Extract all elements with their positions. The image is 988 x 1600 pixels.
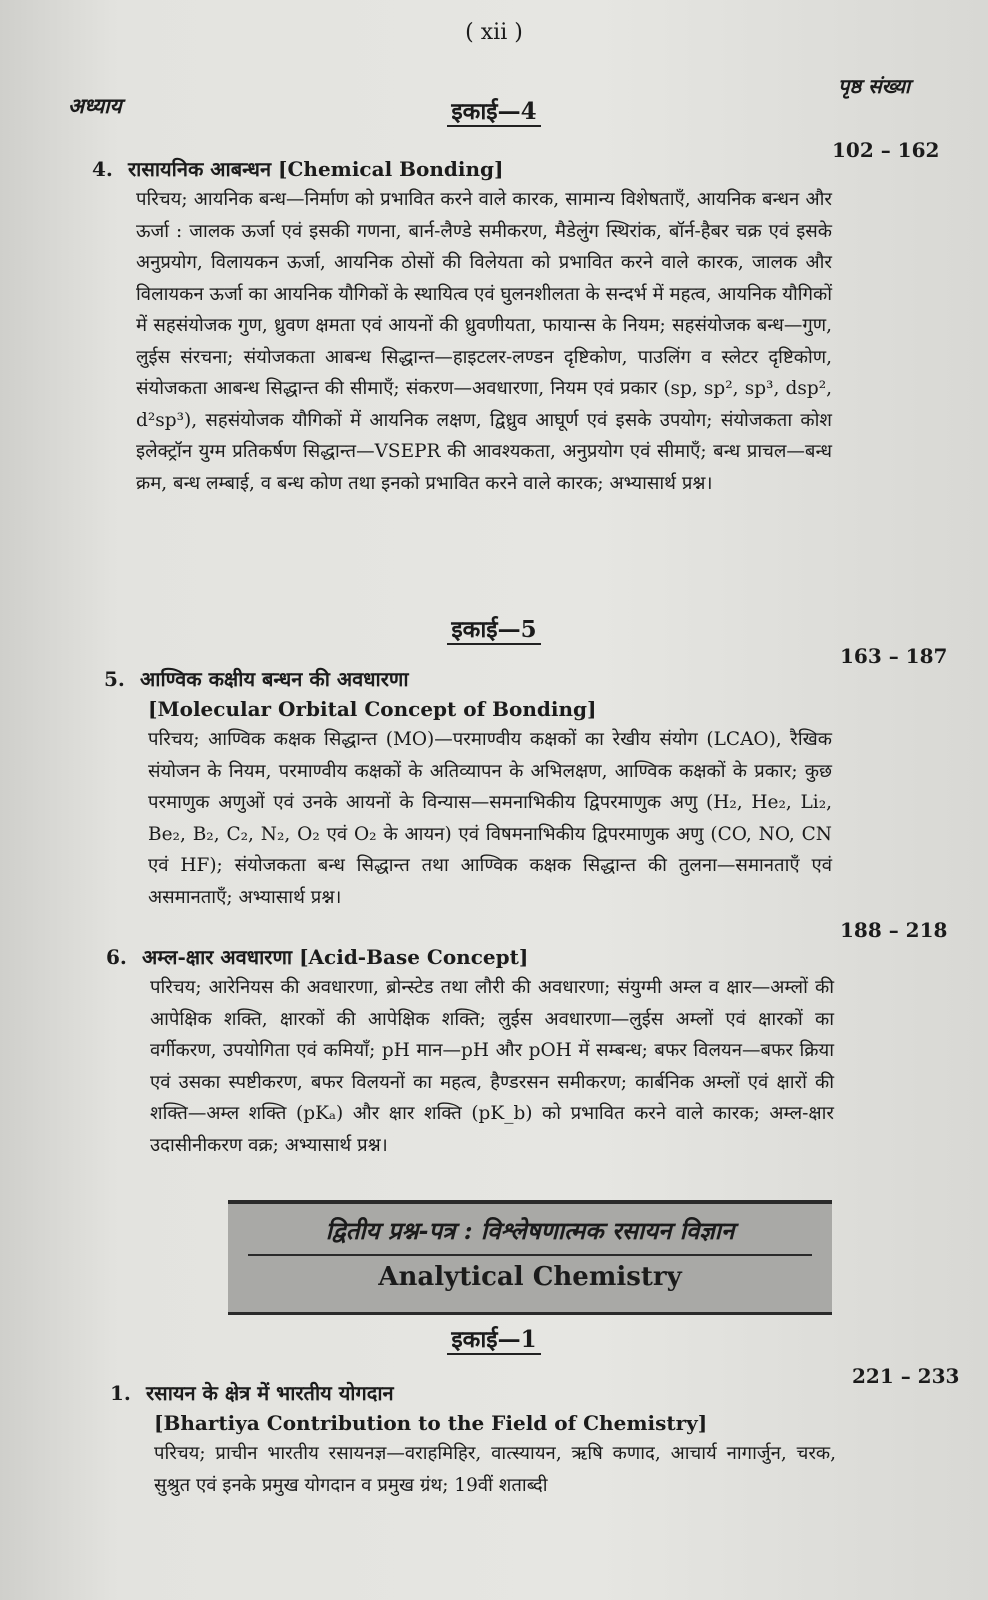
page-range-ch6: 188 – 218 (840, 918, 948, 942)
page-range-paper2-ch1: 221 – 233 (852, 1364, 960, 1388)
chapter-title-text: अम्ल-क्षार अवधारणा [Acid-Base Concept] (142, 945, 529, 969)
unit-heading-4: इकाई—4 (0, 94, 988, 126)
page-range-ch5: 163 – 187 (840, 644, 948, 668)
unit-heading-5: इकाई—5 (0, 612, 988, 644)
chapter-description: परिचय; आयनिक बन्ध—निर्माण को प्रभावित करने वाले कारक, सामान्य विशेषताएँ, आयनिक बन्धन और ऊर्जा : जालक ऊर्जा एवं इसकी गणना, बार्न-लैण्डे समीकरण, मैडेलुंग स्थिरांक, बॉर्न-हैबर चक्र एवं इसके अनुप्रयोग, विलायकन ऊर्जा, आयनिक ठोसों की विलेयता को प्रभावित करने वाले कारक, जालक और विलायकन ऊर्जा का आयनिक यौगिकों के स्थायित्व एवं घुलनशीलता के सन्दर्भ में महत्व, आयनिक यौगिकों में सहसंयोजक गुण, ध्रुवण क्षमता एवं आयनों की ध्रुवणीयता, फायान्स के नियम; सहसंयोजक बन्ध—गुण, लुईस संरचना; संयोजकता आबन्ध सिद्धान्त—हाइटलर-लण्डन दृष्टिकोण, पाउलिंग व स्लेटर दृष्टिकोण, संयोजकता आबन्ध सिद्धान्त की सीमाएँ; संकरण—अवधारणा, नियम एवं प्रकार (sp, sp², sp³, dsp², d²sp³), सहसंयोजक यौगिकों में आयनिक लक्षण, द्विध्रुव आघूर्ण एवं इसके उपयोग; संयोजकता कोश इलेक्ट्रॉन युग्म प्रतिकर्षण सिद्धान्त—VSEPR की आवश्यकता, अनुप्रयोग एवं सीमाएँ; बन्ध प्राचल—बन्ध क्रम, बन्ध लम्बाई, व बन्ध कोण तथा इनको प्रभावित करने वाले कारक; अभ्यासार्थ प्रश्न। (136, 189, 833, 494)
chapter-column-heading: अध्याय (68, 93, 122, 118)
chapter-5 (104, 664, 832, 913)
chapter-description: परिचय; आण्विक कक्षक सिद्धान्त (MO)—परमाण्वीय कक्षकों का रेखीय संयोग (LCAO), रैखिक संयोजन के नियम, परमाण्वीय कक्षकों के अतिव्यापन के अभिलक्षण, आण्विक कक्षकों के प्रकार; कुछ परमाणुक अणुओं एवं उनके आयनों के विन्यास—समनाभिकीय द्विपरमाणुक अणु (H₂, He₂, Li₂, Be₂, B₂, C₂, N₂, O₂ एवं O₂ के आयन) एवं विषमनाभिकीय द्विपरमाणुक अणु (CO, NO, CN एवं HF); संयोजकता बन्ध सिद्धान्त तथा आण्विक कक्षक सिद्धान्त की तुलना—समानताएँ एवं असमानताएँ; अभ्यासार्थ प्रश्न। (148, 729, 832, 908)
chapter-title (92, 154, 832, 184)
paper2-chapter-1 (110, 1378, 836, 1501)
page-number: ( xii ) (465, 20, 523, 45)
chapter-title-text: रसायन के क्षेत्र में भारतीय योगदान (146, 1381, 394, 1405)
chapter-title (110, 1378, 836, 1408)
chapter-subtitle: [Molecular Orbital Concept of Bonding] (148, 697, 597, 721)
chapter-title-text: आण्विक कक्षीय बन्धन की अवधारणा (140, 667, 409, 691)
chapter-6 (106, 942, 834, 1161)
chapter-subtitle: [Bhartiya Contribution to the Field of Chemistry] (154, 1411, 708, 1435)
chapter-number: 4. (92, 157, 113, 181)
chapter-description: परिचय; प्राचीन भारतीय रसायनज्ञ—वराहमिहिर, वात्स्यायन, ऋषि कणाद, आचार्य नागार्जुन, चरक, सुश्रुत एवं इनके प्रमुख योगदान व प्रमुख ग्रंथ; 19वीं शताब्दी (154, 1443, 836, 1496)
chapter-4 (92, 154, 832, 499)
chapter-title (106, 942, 834, 972)
chapter-description: परिचय; आरेनियस की अवधारणा, ब्रोन्स्टेड तथा लौरी की अवधारणा; संयुग्मी अम्ल व क्षार—अम्लों की आपेक्षिक शक्ति, क्षारकों की आपेक्षिक शक्ति; लुईस अवधारणा—लुईस अम्लों एवं क्षारकों का वर्गीकरण, उपयोगिता एवं कमियाँ; pH मान—pH और pOH में सम्बन्ध; बफर विलयन—बफर क्रिया एवं उसका स्पष्टीकरण, बफर विलयनों का महत्व, हैण्डरसन समीकरण; कार्बनिक अम्लों एवं क्षारों की शक्ति—अम्ल शक्ति (pKₐ) और क्षार शक्ति (pK_b) को प्रभावित करने वाले कारक; अम्ल-क्षार उदासीनीकरण वक्र; अभ्यासार्थ प्रश्न। (150, 977, 834, 1156)
chapter-number: 5. (104, 667, 125, 691)
chapter-number: 6. (106, 945, 127, 969)
chapter-title-text: रासायनिक आबन्धन [Chemical Bonding] (128, 157, 504, 181)
unit-heading-1: इकाई—1 (0, 1322, 988, 1354)
page-range-ch4: 102 – 162 (832, 138, 940, 162)
chapter-title (104, 664, 832, 694)
page-column-heading: पृष्ठ संख्या (838, 74, 911, 98)
chapter-number: 1. (110, 1381, 131, 1405)
paper-divider (248, 1254, 812, 1256)
paper-heading-box (228, 1200, 832, 1315)
paper-title-hindi: द्वितीय प्रश्न-पत्र : विश्लेषणात्मक रसायन विज्ञान (325, 1216, 735, 1245)
paper-title-english: Analytical Chemistry (378, 1262, 682, 1292)
